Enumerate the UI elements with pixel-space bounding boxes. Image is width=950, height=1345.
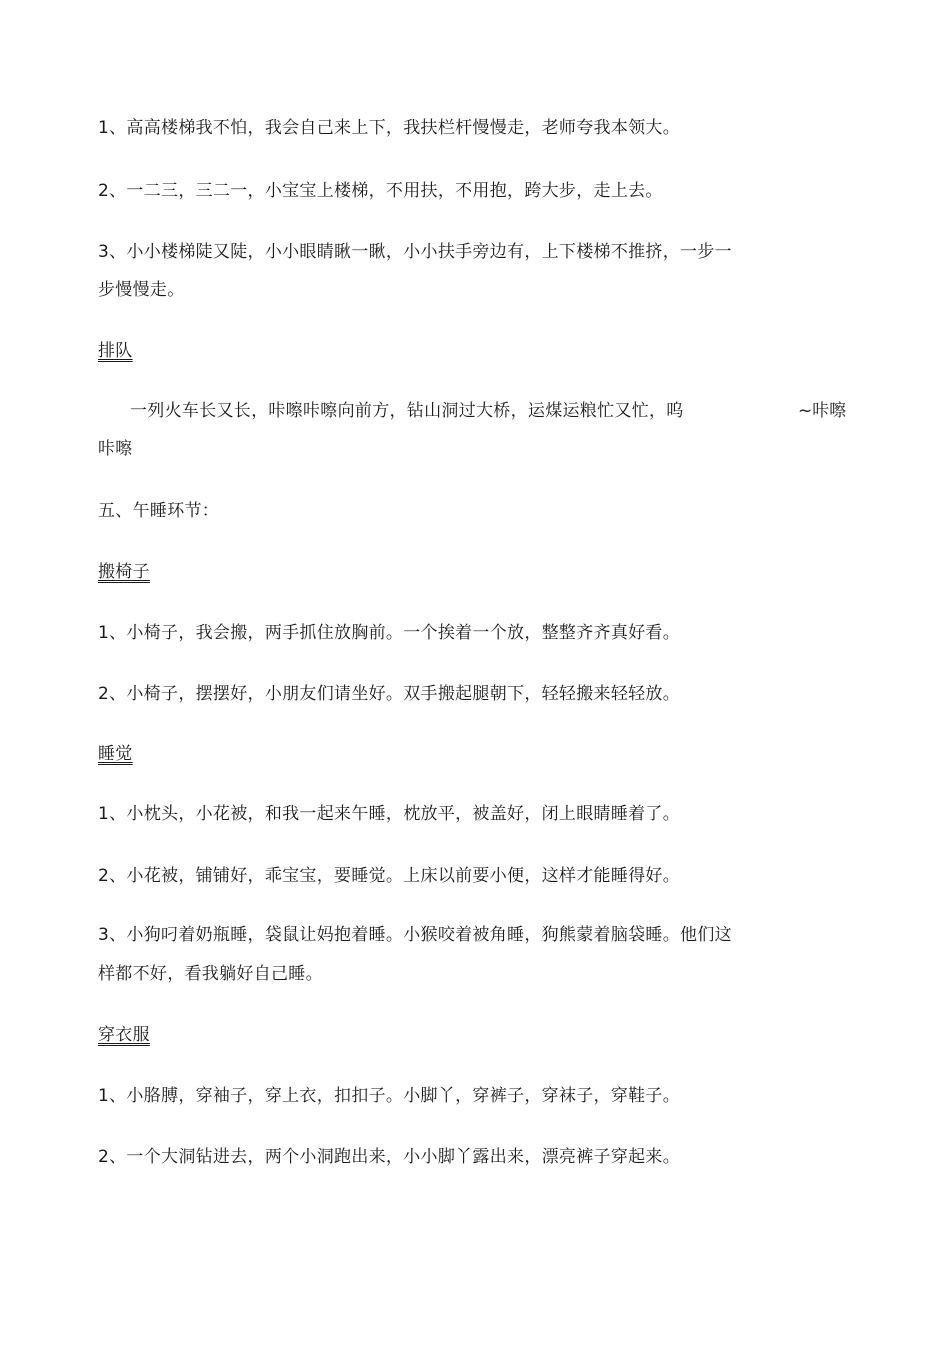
queue-rhyme-line-2: 咔嚓 <box>98 439 133 459</box>
queue-rhyme-line-1: 一列火车长又长，咔嚓咔嚓向前方，钻山洞过大桥，运煤运粮忙又忙，呜 <box>130 401 684 421</box>
stairs-rhyme-3-line-1: 3、小小楼梯陡又陡，小小眼睛瞅一瞅，小小扶手旁边有，上下楼梯不推挤，一步一 <box>98 242 732 262</box>
nap-section-title: 五、午睡环节： <box>98 501 220 521</box>
dressing-rhyme-1: 1、小胳膊，穿袖子，穿上衣，扣扣子。小脚丫，穿裤子，穿袜子，穿鞋子。 <box>98 1086 681 1106</box>
stairs-rhyme-1: 1、高高楼梯我不怕，我会自己来上下，我扶栏杆慢慢走，老师夸我本领大。 <box>98 118 681 138</box>
dressing-rhyme-2: 2、一个大洞钻进去，两个小洞跑出来，小小脚丫露出来，漂亮裤子穿起来。 <box>98 1147 681 1167</box>
stairs-rhyme-3-line-2: 步慢慢走。 <box>98 280 185 300</box>
dressing-heading: 穿衣服 <box>98 1025 150 1045</box>
sleep-rhyme-2: 2、小花被，铺铺好，乖宝宝，要睡觉。上床以前要小便，这样才能睡得好。 <box>98 866 681 886</box>
chair-rhyme-1: 1、小椅子，我会搬，两手抓住放胸前。一个挨着一个放，整整齐齐真好看。 <box>98 623 681 643</box>
sleep-rhyme-1: 1、小枕头，小花被，和我一起来午睡，枕放平，被盖好，闭上眼睛睡着了。 <box>98 804 681 824</box>
chair-heading: 搬椅子 <box>98 562 150 582</box>
chair-rhyme-2: 2、小椅子，摆摆好，小朋友们请坐好。双手搬起腿朝下，轻轻搬来轻轻放。 <box>98 684 681 704</box>
sleep-rhyme-3-line-2: 样都不好，看我躺好自己睡。 <box>98 964 323 984</box>
queue-heading: 排队 <box>98 341 133 361</box>
queue-rhyme-line-1-tail: ~咔嚓 <box>798 401 847 421</box>
sleep-heading: 睡觉 <box>98 744 133 764</box>
stairs-rhyme-2: 2、一二三，三二一，小宝宝上楼梯，不用扶，不用抱，跨大步，走上去。 <box>98 181 663 201</box>
sleep-rhyme-3-line-1: 3、小狗叼着奶瓶睡，袋鼠让妈抱着睡。小猴咬着被角睡，狗熊蒙着脑袋睡。他们这 <box>98 925 732 945</box>
